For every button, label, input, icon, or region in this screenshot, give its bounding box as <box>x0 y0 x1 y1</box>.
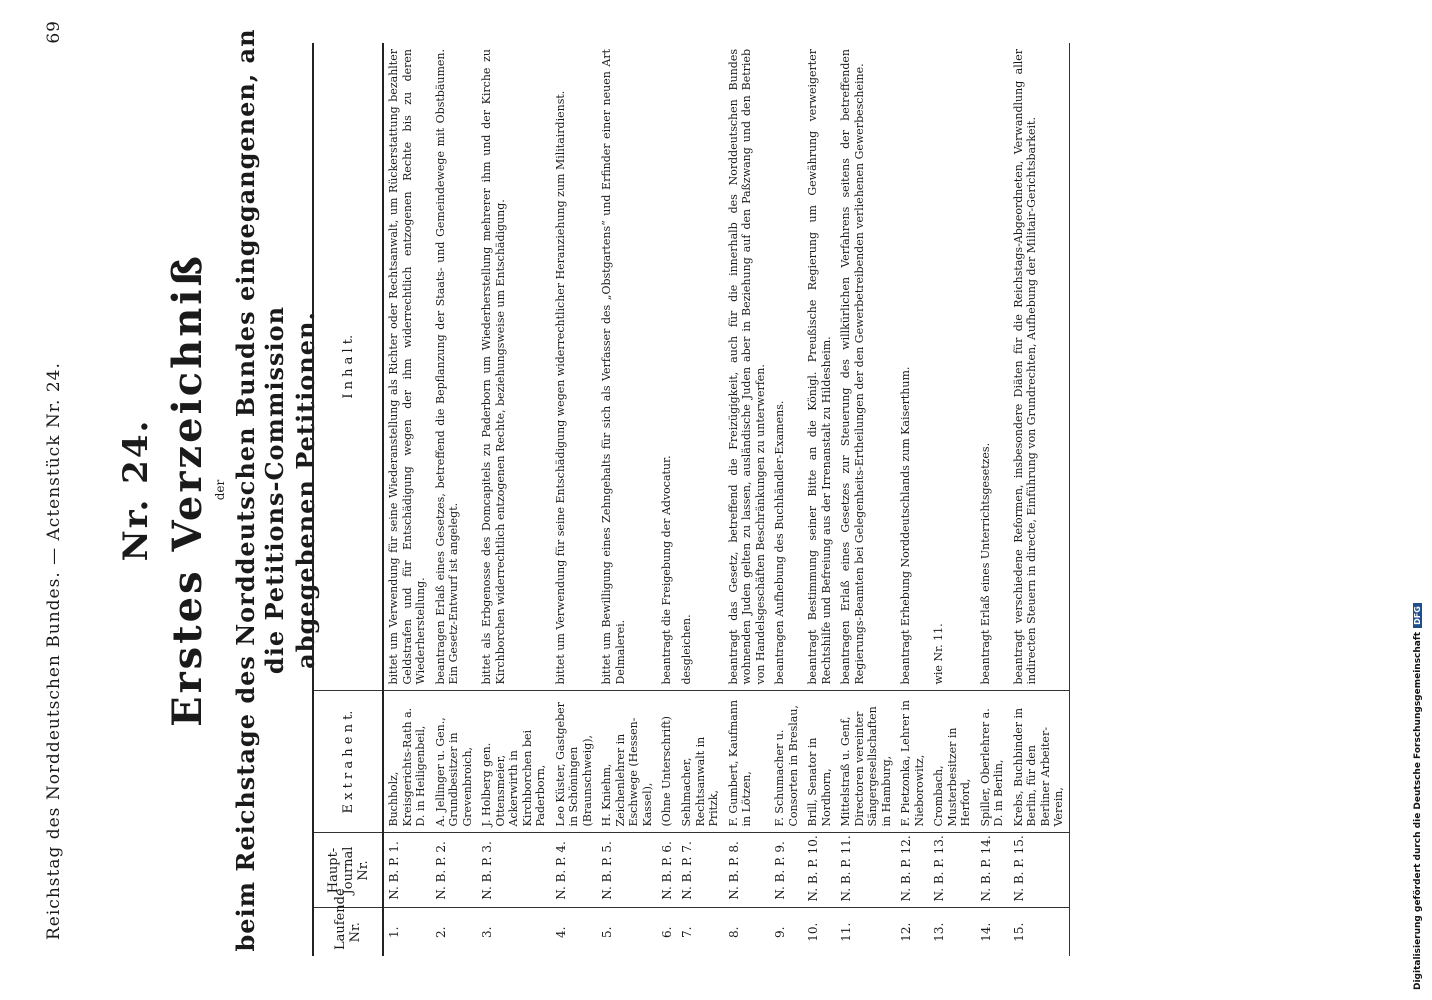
page-number: 69 <box>44 20 64 44</box>
row-number: 13. <box>929 908 976 956</box>
row-number: 1. <box>383 908 431 956</box>
document-title: Erstes Verzeichniß <box>164 253 211 727</box>
subtitle-line-2: abgegebenen Petitionen. <box>291 311 320 669</box>
petition-content: bittet um Verwendung für seine Wiederanstellung als Richter oder Rechtsanwalt, um Rückerstattung bezahlter Geldstrafen und für Entschädigung wegen der ihm widerrechtlich entzogenen Rechte bis zu deren Wiederherstellung. <box>387 49 427 685</box>
table-body <box>383 43 1069 956</box>
petitions-table <box>312 43 1070 956</box>
table-row <box>1009 43 1070 956</box>
journal-number: N. B. P. 9. <box>770 833 803 908</box>
table-row <box>657 43 677 956</box>
petition-content: beantragt die Freigebung der Advocatur. <box>660 455 673 685</box>
row-number: 3. <box>477 908 551 956</box>
table-row <box>976 43 1009 956</box>
petition-content: beantragt Erlaß eines Unterrichtsgesetzes. <box>978 442 992 685</box>
journal-number: N. B. P. 12. <box>896 833 929 908</box>
petition-content: bittet als Erbgenosse des Domcapitels zu Paderborn um Wiederherstellung mehrerer ihm und der Kirche zu Kirchborchen widerrechtlich entzogenen Rechte, beziehungsweise um Entschädigung. <box>480 49 507 685</box>
row-number: 11. <box>836 908 896 956</box>
petitioner: F. Schumacher u. Consorten in Breslau, <box>770 691 803 833</box>
row-number: 14. <box>976 908 1009 956</box>
petition-content: bittet um Verwendung für seine Entschädigung wegen widerrechtlicher Heranziehung zum Militairdienst. <box>553 90 567 685</box>
petitioner: Brill, Senator in Nordhorn, <box>803 691 836 833</box>
journal-number: N. B. P. 5. <box>597 833 657 908</box>
document-heading <box>110 20 320 960</box>
running-title: Reichstag des Norddeutschen Bundes. — Actenstück Nr. 24. <box>44 362 64 940</box>
column-header-laufende-nr: Laufende Nr. <box>313 908 383 956</box>
row-number: 15. <box>1009 908 1070 956</box>
petition-content: beantragen Erlaß eines Gesetzes zur Steuerung des willkürlichen Verfahrens seitens der betreffenden Regierungs-Beamten bei Gelegenheits-Ertheilungen der den Gewerbetreibenden verliehenen Gewerbescheine. <box>839 49 866 685</box>
petitioner: Spiller, Oberlehrer a. D. in Berlin, <box>976 691 1009 833</box>
table-row <box>803 43 836 956</box>
petitioner: (Ohne Unterschrift) <box>657 691 677 833</box>
row-number: 10. <box>803 908 836 956</box>
row-number: 5. <box>597 908 657 956</box>
petition-content: beantragt das Gesetz, betreffend die Freizügigkeit, auch für die innerhalb des Norddeutschen Bundes wohnenden Juden gelten zu lassen, ausländische Juden aber in Beziehung auf den Paßzwang und den Betrieb von Handelsgeschäften Beschränkungen zu unterwerfen. <box>726 49 767 685</box>
journal-number: N. B. P. 14. <box>976 833 1009 908</box>
petition-content: desgleichen. <box>680 614 693 685</box>
column-header-extrahent: E x t r a h e n t. <box>313 691 383 833</box>
journal-number: N. B. P. 7. <box>677 833 724 908</box>
table-row <box>770 43 803 956</box>
petition-content: beantragen Erlaß eines Gesetzes, betreffend die Bepflanzung der Staats- und Gemeindewege mit Obstbäumen. Ein Gesetz-Entwurf ist angelegt. <box>433 49 460 685</box>
table-row <box>836 43 896 956</box>
row-number: 9. <box>770 908 803 956</box>
journal-number: N. B. P. 13. <box>929 833 976 908</box>
petition-content: beantragt verschiedene Reformen, insbesondere Diäten für die Reichstags-Abgeordneten, Verwandlung aller indirecten Steuern in directe, Einführung von Grundrechten, Aufhebung der Militair-Gerichtsbarkeit. <box>1009 43 1070 691</box>
petition-content: wie Nr. 11. <box>932 623 945 685</box>
journal-number: N. B. P. 4. <box>551 833 598 908</box>
petition-content: beantragt Bestimmung seiner Bitte an die Königl. Preußische Regierung um Gewährung verweigerter Rechtshilfe und Befreiung aus der Irrenanstalt zu Hildesheim. <box>806 49 833 685</box>
document-number: Nr. 24. <box>116 418 156 562</box>
petition-content: bittet um Bewilligung eines Zehngehalts für sich als Verfasser des „Obstgartens“ und Erfinder einer neuen Art Delmalerei. <box>600 49 627 685</box>
petitioner: F. Pietzonka, Lehrer in Nieborowitz, <box>896 691 929 833</box>
table-row <box>896 43 929 956</box>
journal-number: N. B. P. 10. <box>803 833 836 908</box>
title-connector: der <box>213 479 227 501</box>
petitioner: F. Gumbert, Kaufmann in Lötzen, <box>724 691 771 833</box>
petitioner: H. Kniehm, Zeichenlehrer in Eschwege (Hessen-Kassel), <box>597 691 657 833</box>
petitioner: Krebs, Buchbinder in Berlin, für den Berliner Arbeiter-Verein, <box>1009 691 1070 833</box>
petitioner: Buchholz, Kreisgerichts-Rath a. D. in Heiligenbeil, <box>383 691 431 833</box>
row-number: 7. <box>677 908 724 956</box>
journal-number: N. B. P. 3. <box>477 833 551 908</box>
petitioner: Leo Küster, Gastgeber in Schöningen (Braunschweig), <box>551 691 598 833</box>
dfg-logo: DFG <box>1413 603 1422 628</box>
petitioner: Sehlmacher, Rechtsanwalt in Pritzk, <box>677 691 724 833</box>
column-header-haupt-journal: Haupt-Journal Nr. <box>313 833 383 908</box>
petitioner: Mittelstraß u. Genf, Directoren vereinter Sängergesellschaften in Hamburg, <box>836 691 896 833</box>
table-row <box>551 43 598 956</box>
petitioner: A. Jellinger u. Gen., Grundbesitzer in Grevenbroich, <box>431 691 478 833</box>
journal-number: N. B. P. 8. <box>724 833 771 908</box>
row-number: 12. <box>896 908 929 956</box>
table-row <box>431 43 478 956</box>
petition-content: beantragt Erhebung Norddeutschlands zum Kaiserthum. <box>899 366 912 685</box>
row-number: 6. <box>657 908 677 956</box>
table-row <box>477 43 551 956</box>
digitization-credit <box>1413 603 1423 990</box>
journal-number: N. B. P. 1. <box>383 833 431 908</box>
running-head <box>30 0 70 1000</box>
column-header-inhalt: I n h a l t. <box>313 43 383 691</box>
petition-content: beantragen Aufhebung des Buchhändler-Examens. <box>773 400 786 685</box>
journal-number: N. B. P. 6. <box>657 833 677 908</box>
table-header-row <box>313 43 383 956</box>
petitioner: Crombach, Musterbesitzer in Herford, <box>929 691 976 833</box>
table-row <box>383 43 431 956</box>
table-row <box>929 43 976 956</box>
table-row <box>597 43 657 956</box>
table-row <box>677 43 724 956</box>
journal-number: N. B. P. 11. <box>836 833 896 908</box>
petitioner: J. Holberg gen. Ottensmeier, Ackerwirth in Kirchborchen bei Paderborn, <box>477 691 551 833</box>
journal-number: N. B. P. 2. <box>431 833 478 908</box>
journal-number: N. B. P. 15. <box>1009 833 1070 908</box>
row-number: 2. <box>431 908 478 956</box>
table-row <box>724 43 771 956</box>
subtitle-line-1: beim Reichstage des Norddeutschen Bundes eingegangenen, an die Petitions-Commission <box>231 28 289 952</box>
row-number: 8. <box>724 908 771 956</box>
credit-text: Digitalisierung gefördert durch die Deutsche Forschungsgemeinschaft <box>1413 631 1423 990</box>
row-number: 4. <box>551 908 598 956</box>
